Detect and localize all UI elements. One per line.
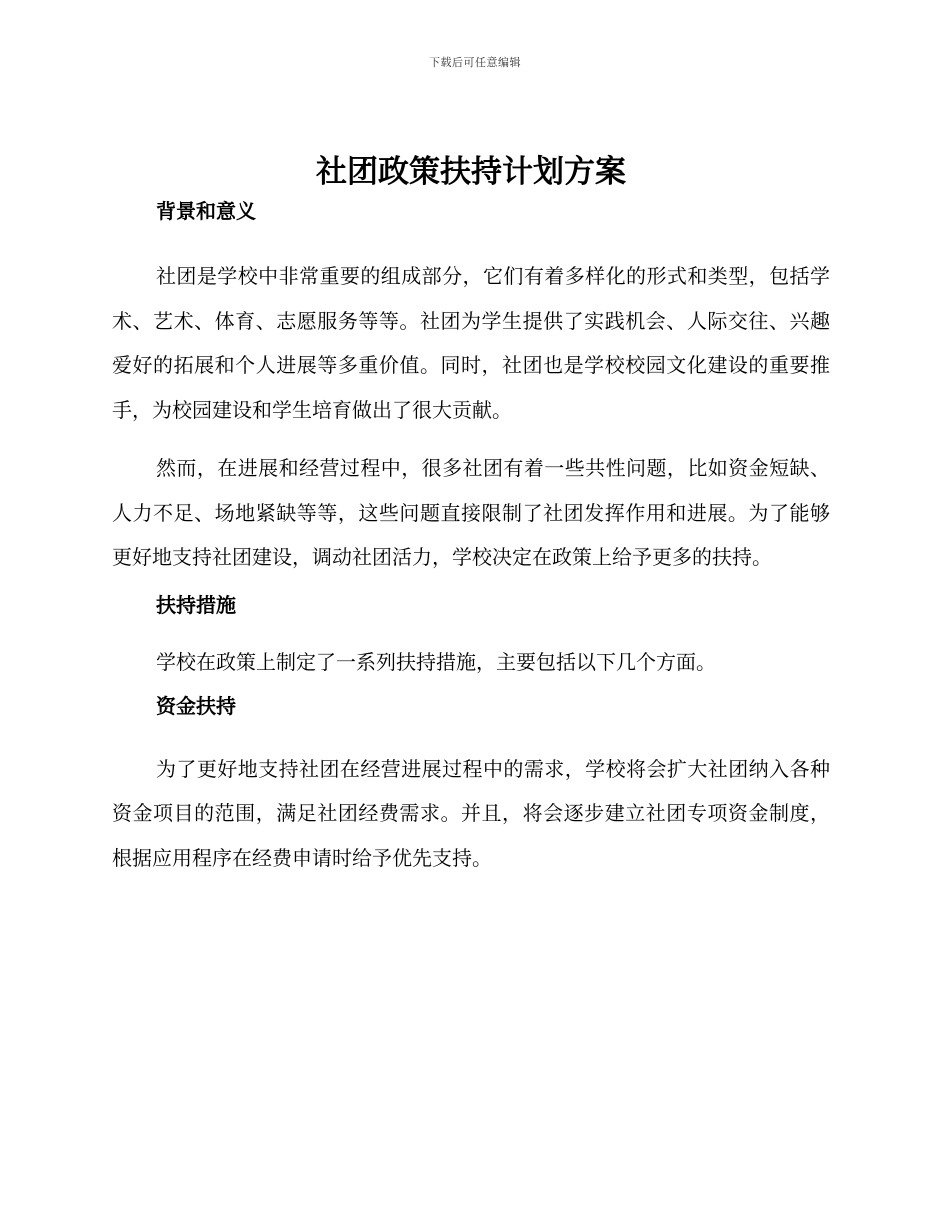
header-note: 下载后可任意编辑 bbox=[429, 56, 521, 69]
paragraph-background-2: 然而，在进展和经营过程中，很多社团有着一些共性问题，比如资金短缺、人力不足、场地紧缺等等，这些问题直接限制了社团发挥作用和进展。为了能够更好地支持社团建设，调动社团活力，学校决定在政策上给予更多的扶持。 bbox=[112, 456, 830, 569]
document-body bbox=[112, 150, 830, 880]
section-heading-background: 背景和意义 bbox=[156, 199, 256, 223]
paragraph-measures-1: 学校在政策上制定了一系列扶持措施，主要包括以下几个方面。 bbox=[156, 649, 716, 674]
section-heading-measures: 扶持措施 bbox=[156, 592, 236, 617]
paragraph-background-1: 社团是学校中非常重要的组成部分，它们有着多样化的形式和类型，包括学术、艺术、体育、志愿服务等等。社团为学生提供了实践机会、人际交往、兴趣爱好的拓展和个人进展等多重价值。同时，社团也是学校校园文化建设的重要推手，为校园建设和学生培育做出了很大贡献。 bbox=[112, 264, 830, 422]
paragraph-funding-1: 为了更好地支持社团在经营进展过程中的需求，学校将会扩大社团纳入各种资金项目的范围，满足社团经费需求。并且，将会逐步建立社团专项资金制度，根据应用程序在经费申请时给予优先支持。 bbox=[112, 756, 830, 870]
section-heading-funding: 资金扶持 bbox=[156, 693, 236, 718]
document-title: 社团政策扶持计划方案 bbox=[316, 154, 626, 190]
